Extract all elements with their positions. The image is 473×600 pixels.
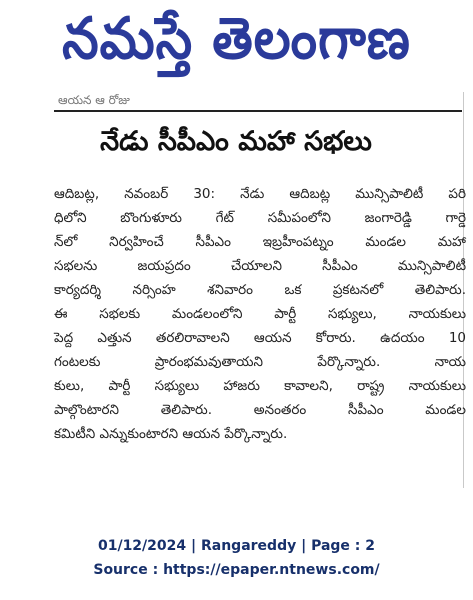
article-clipping	[8, 92, 464, 488]
date-edition-page-caption: 01/12/2024 | Rangareddy | Page : 2	[97, 538, 376, 554]
article-line: న్‌లో నిర్వహించే సీపీఎం ఇబ్రహీంపట్నం మండల మహా	[54, 234, 466, 250]
article-line: ఈ సభలకు మండలంలోని పార్టీ సభ్యులు, నాయకులు	[54, 306, 466, 322]
article-headline: నేడు సీపీఎం మహా సభలు	[100, 126, 372, 157]
article-line: సభలను జయప్రదం చేయాలని సీపీఎం మున్సిపాలిటీ	[54, 258, 466, 274]
article-line: పాల్గొంటారని తెలిపారు. అనంతరం సీపీఎం మండల	[54, 402, 466, 418]
source-caption: Source : https://epaper.ntnews.com/	[93, 562, 380, 578]
article-line: ఆదిబట్ల, నవంబర్ 30: నేడు ఆదిబట్ల మున్సిపాలిటీ పరి	[54, 186, 466, 202]
headline-rule	[54, 110, 462, 112]
cut-off-text-line: ఆయన ఆ రోజు	[58, 94, 130, 106]
article-line: కార్యదర్శి నర్సింహ శనివారం ఒక ప్రకటనలో తెలిపారు.	[54, 282, 466, 298]
article-line: గంటలకు ప్రారంభమవుతాయని పేర్కొన్నారు. నాయ	[54, 354, 466, 370]
newspaper-masthead	[0, 0, 473, 92]
masthead-logo: నమస్తే తెలంగాణ	[62, 5, 411, 72]
article-line: కులు, పార్టీ సభ్యులు హాజరు కావాలని, రాష్ట్ర నాయకులు	[54, 378, 466, 394]
article-line: ధిలోని బొంగుళూరు గేట్ సమీపంలోని జంగారెడ్డి గార్డె	[54, 210, 466, 226]
article-line: పెద్ద ఎత్తున తరలిరావాలని ఆయన కోరారు. ఉదయం 10	[54, 330, 466, 346]
article-line: కమిటీని ఎన్నుకుంటారని ఆయన పేర్కొన్నారు.	[54, 426, 288, 442]
